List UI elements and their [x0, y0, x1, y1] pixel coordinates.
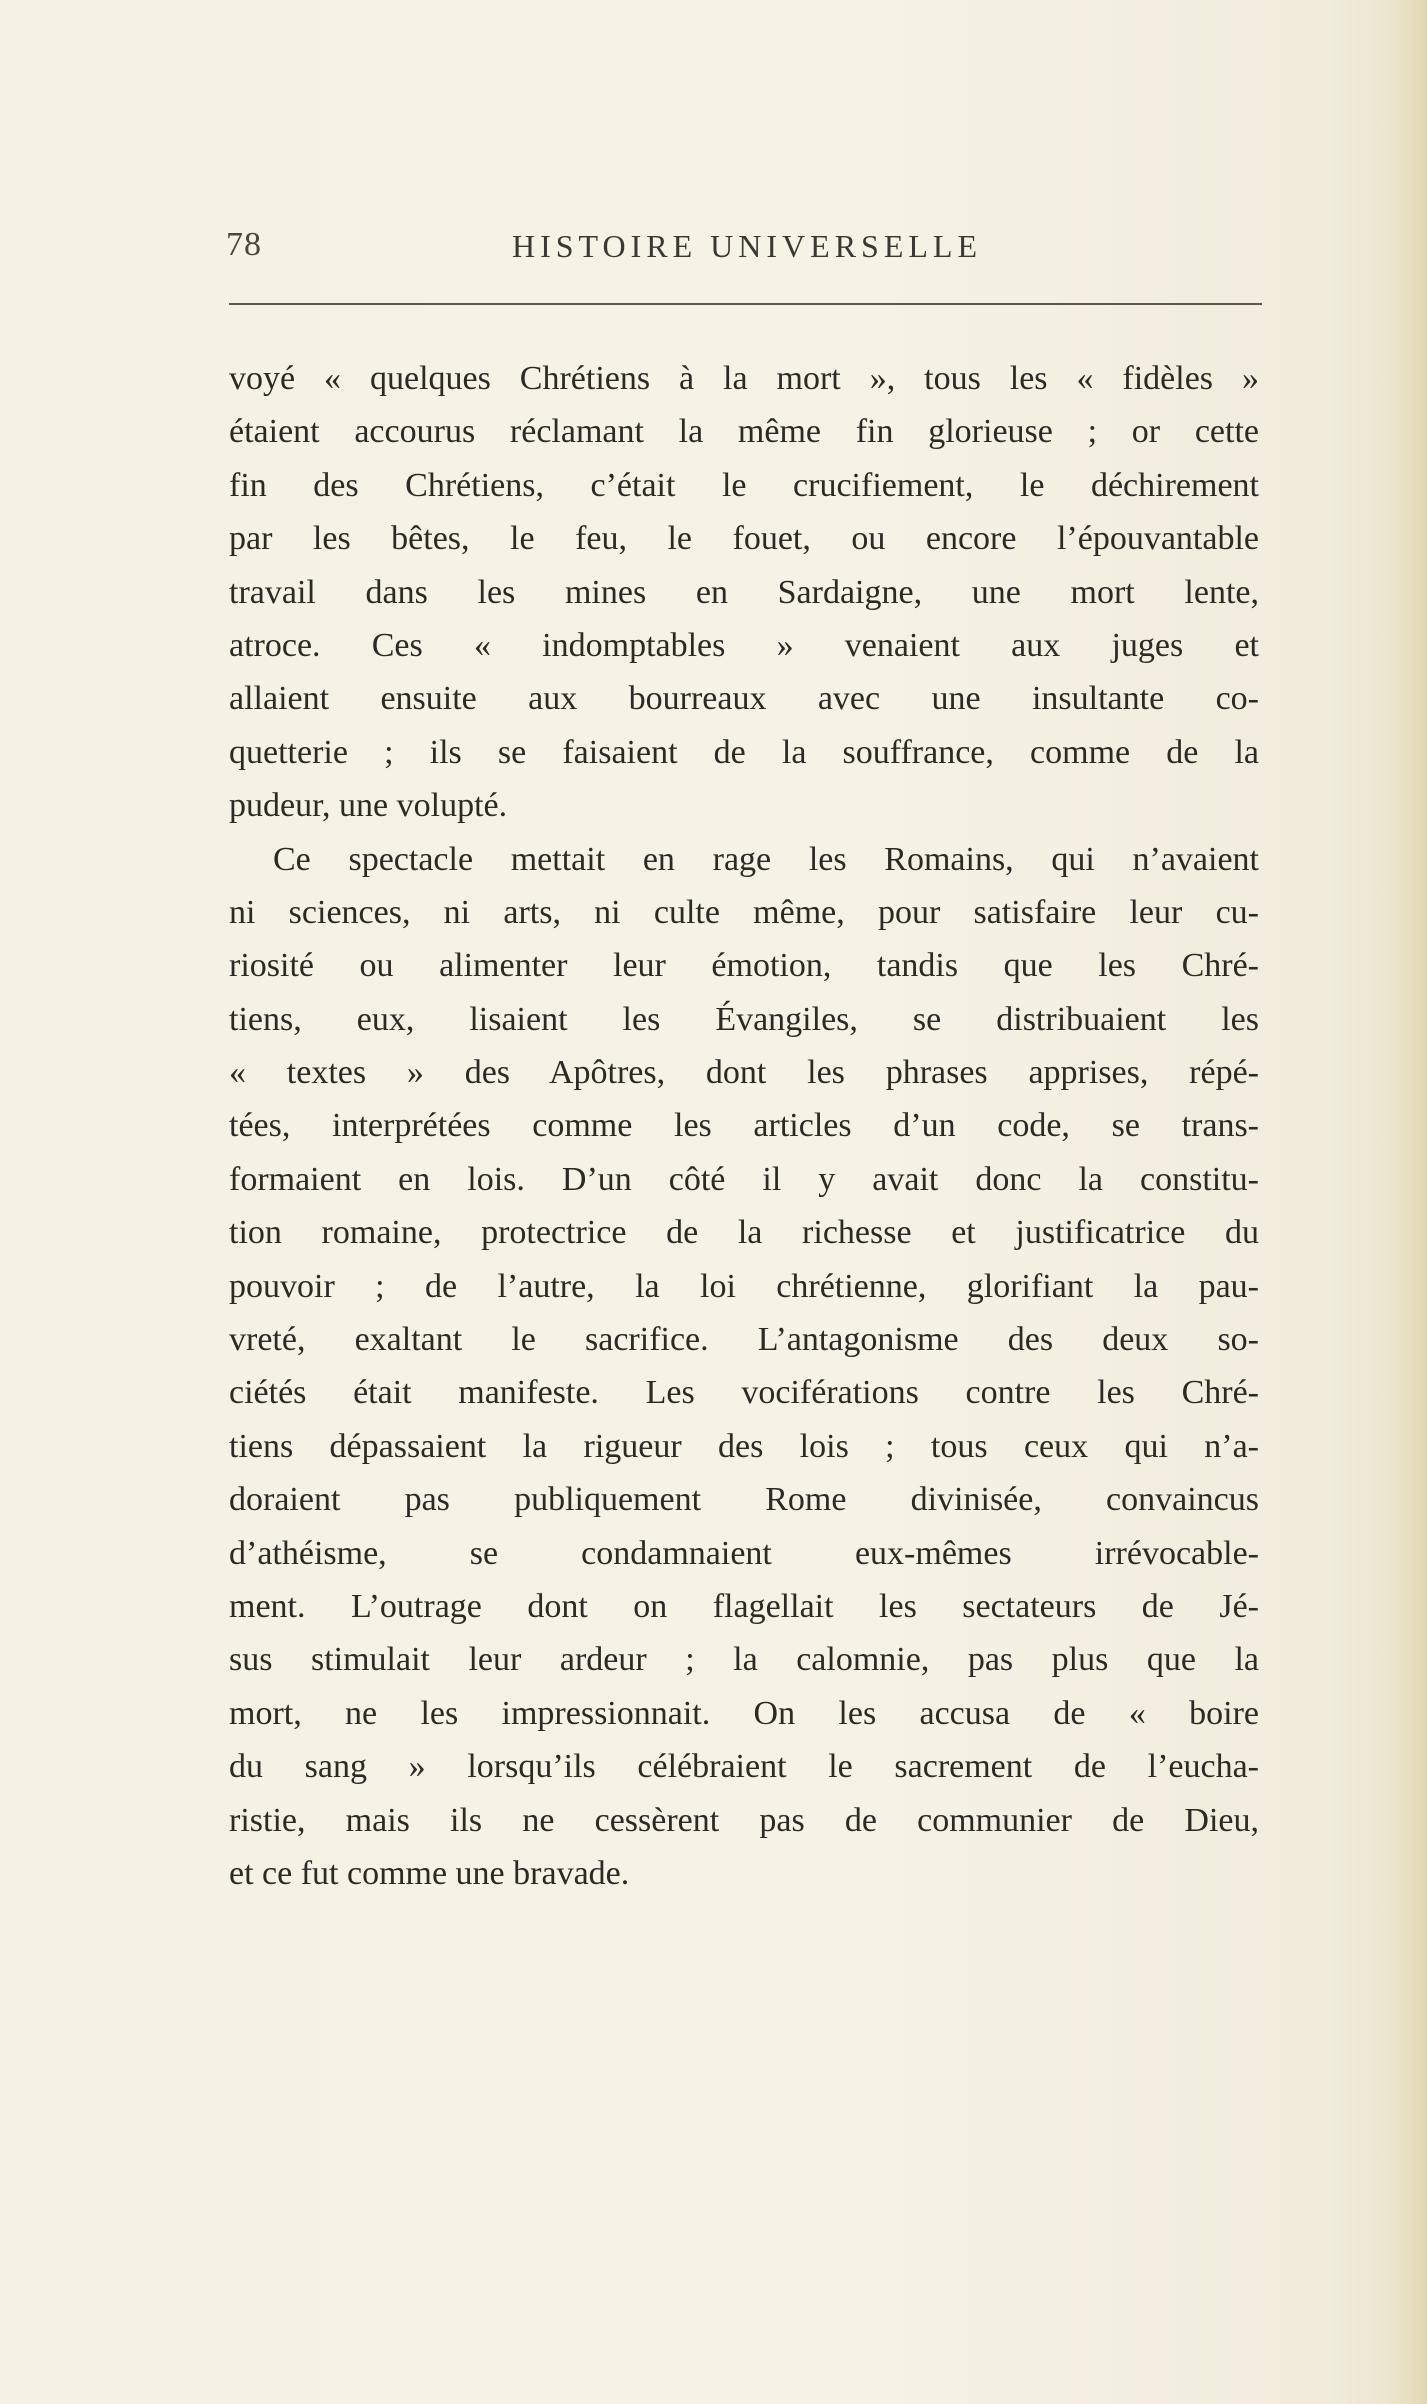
text-line: « textes » des Apôtres, dont les phrases apprises, répé-: [229, 1054, 1259, 1092]
text-line: tées, interprétées comme les articles d’un code, se trans-: [229, 1107, 1259, 1145]
text-line: voyé « quelques Chrétiens à la mort », tous les « fidèles »: [229, 360, 1259, 397]
text-line: doraient pas publiquement Rome divinisée, convaincus: [229, 1481, 1259, 1519]
text-line: travail dans les mines en Sardaigne, une mort lente,: [229, 573, 1259, 611]
text-line: mort, ne les impressionnait. On les accusa de « boire: [229, 1694, 1259, 1732]
text-line: étaient accourus réclamant la même fin glorieuse ; or cette: [229, 413, 1259, 451]
text-line: allaient ensuite aux bourreaux avec une insultante co-: [229, 680, 1259, 718]
text-line: par les bêtes, le feu, le fouet, ou encore l’épouvantable: [229, 520, 1259, 558]
text-line: tion romaine, protectrice de la richesse et justificatrice du: [229, 1214, 1259, 1252]
paragraph-end-line: pudeur, une volupté.: [229, 787, 508, 825]
running-head: HISTOIRE UNIVERSELLE: [511, 228, 983, 264]
text-line: tiens dépassaient la rigueur des lois ; tous ceux qui n’a-: [229, 1427, 1259, 1465]
paragraph-start-line: Ce spectacle mettait en rage les Romains, qui n’avaient: [273, 840, 1259, 878]
text-line: du sang » lorsqu’ils célébraient le sacrement de l’eucha-: [229, 1748, 1259, 1786]
page-number: 78: [226, 226, 262, 263]
page-header: [226, 222, 1262, 274]
text-line: formaient en lois. D’un côté il y avait donc la constitu-: [229, 1160, 1259, 1198]
text-line: fin des Chrétiens, c’était le crucifiement, le déchirement: [229, 466, 1259, 504]
text-line: sus stimulait leur ardeur ; la calomnie, pas plus que la: [229, 1641, 1259, 1679]
page-edge-shading: [1393, 0, 1427, 2404]
paragraph-end-line: et ce fut comme une bravade.: [229, 1854, 630, 1892]
text-line: tiens, eux, lisaient les Évangiles, se distribuaient les: [229, 1000, 1259, 1038]
text-line: quetterie ; ils se faisaient de la souffrance, comme de la: [229, 733, 1259, 771]
text-line: ristie, mais ils ne cessèrent pas de communier de Dieu,: [229, 1801, 1259, 1839]
text-line: d’athéisme, se condamnaient eux-mêmes irrévocable-: [229, 1534, 1259, 1572]
text-line: riosité ou alimenter leur émotion, tandis que les Chré-: [229, 947, 1259, 985]
text-line: ni sciences, ni arts, ni culte même, pour satisfaire leur cu-: [229, 893, 1259, 931]
text-line: ment. L’outrage dont on flagellait les sectateurs de Jé-: [229, 1587, 1259, 1625]
text-line: pouvoir ; de l’autre, la loi chrétienne, glorifiant la pau-: [229, 1267, 1259, 1305]
header-rule: [229, 303, 1262, 305]
text-line: vreté, exaltant le sacrifice. L’antagonisme des deux so-: [229, 1321, 1259, 1359]
text-line: atroce. Ces « indomptables » venaient aux juges et: [229, 626, 1259, 664]
body-text: [229, 352, 1259, 1900]
text-line: ciétés était manifeste. Les vociférations contre les Chré-: [229, 1374, 1259, 1412]
